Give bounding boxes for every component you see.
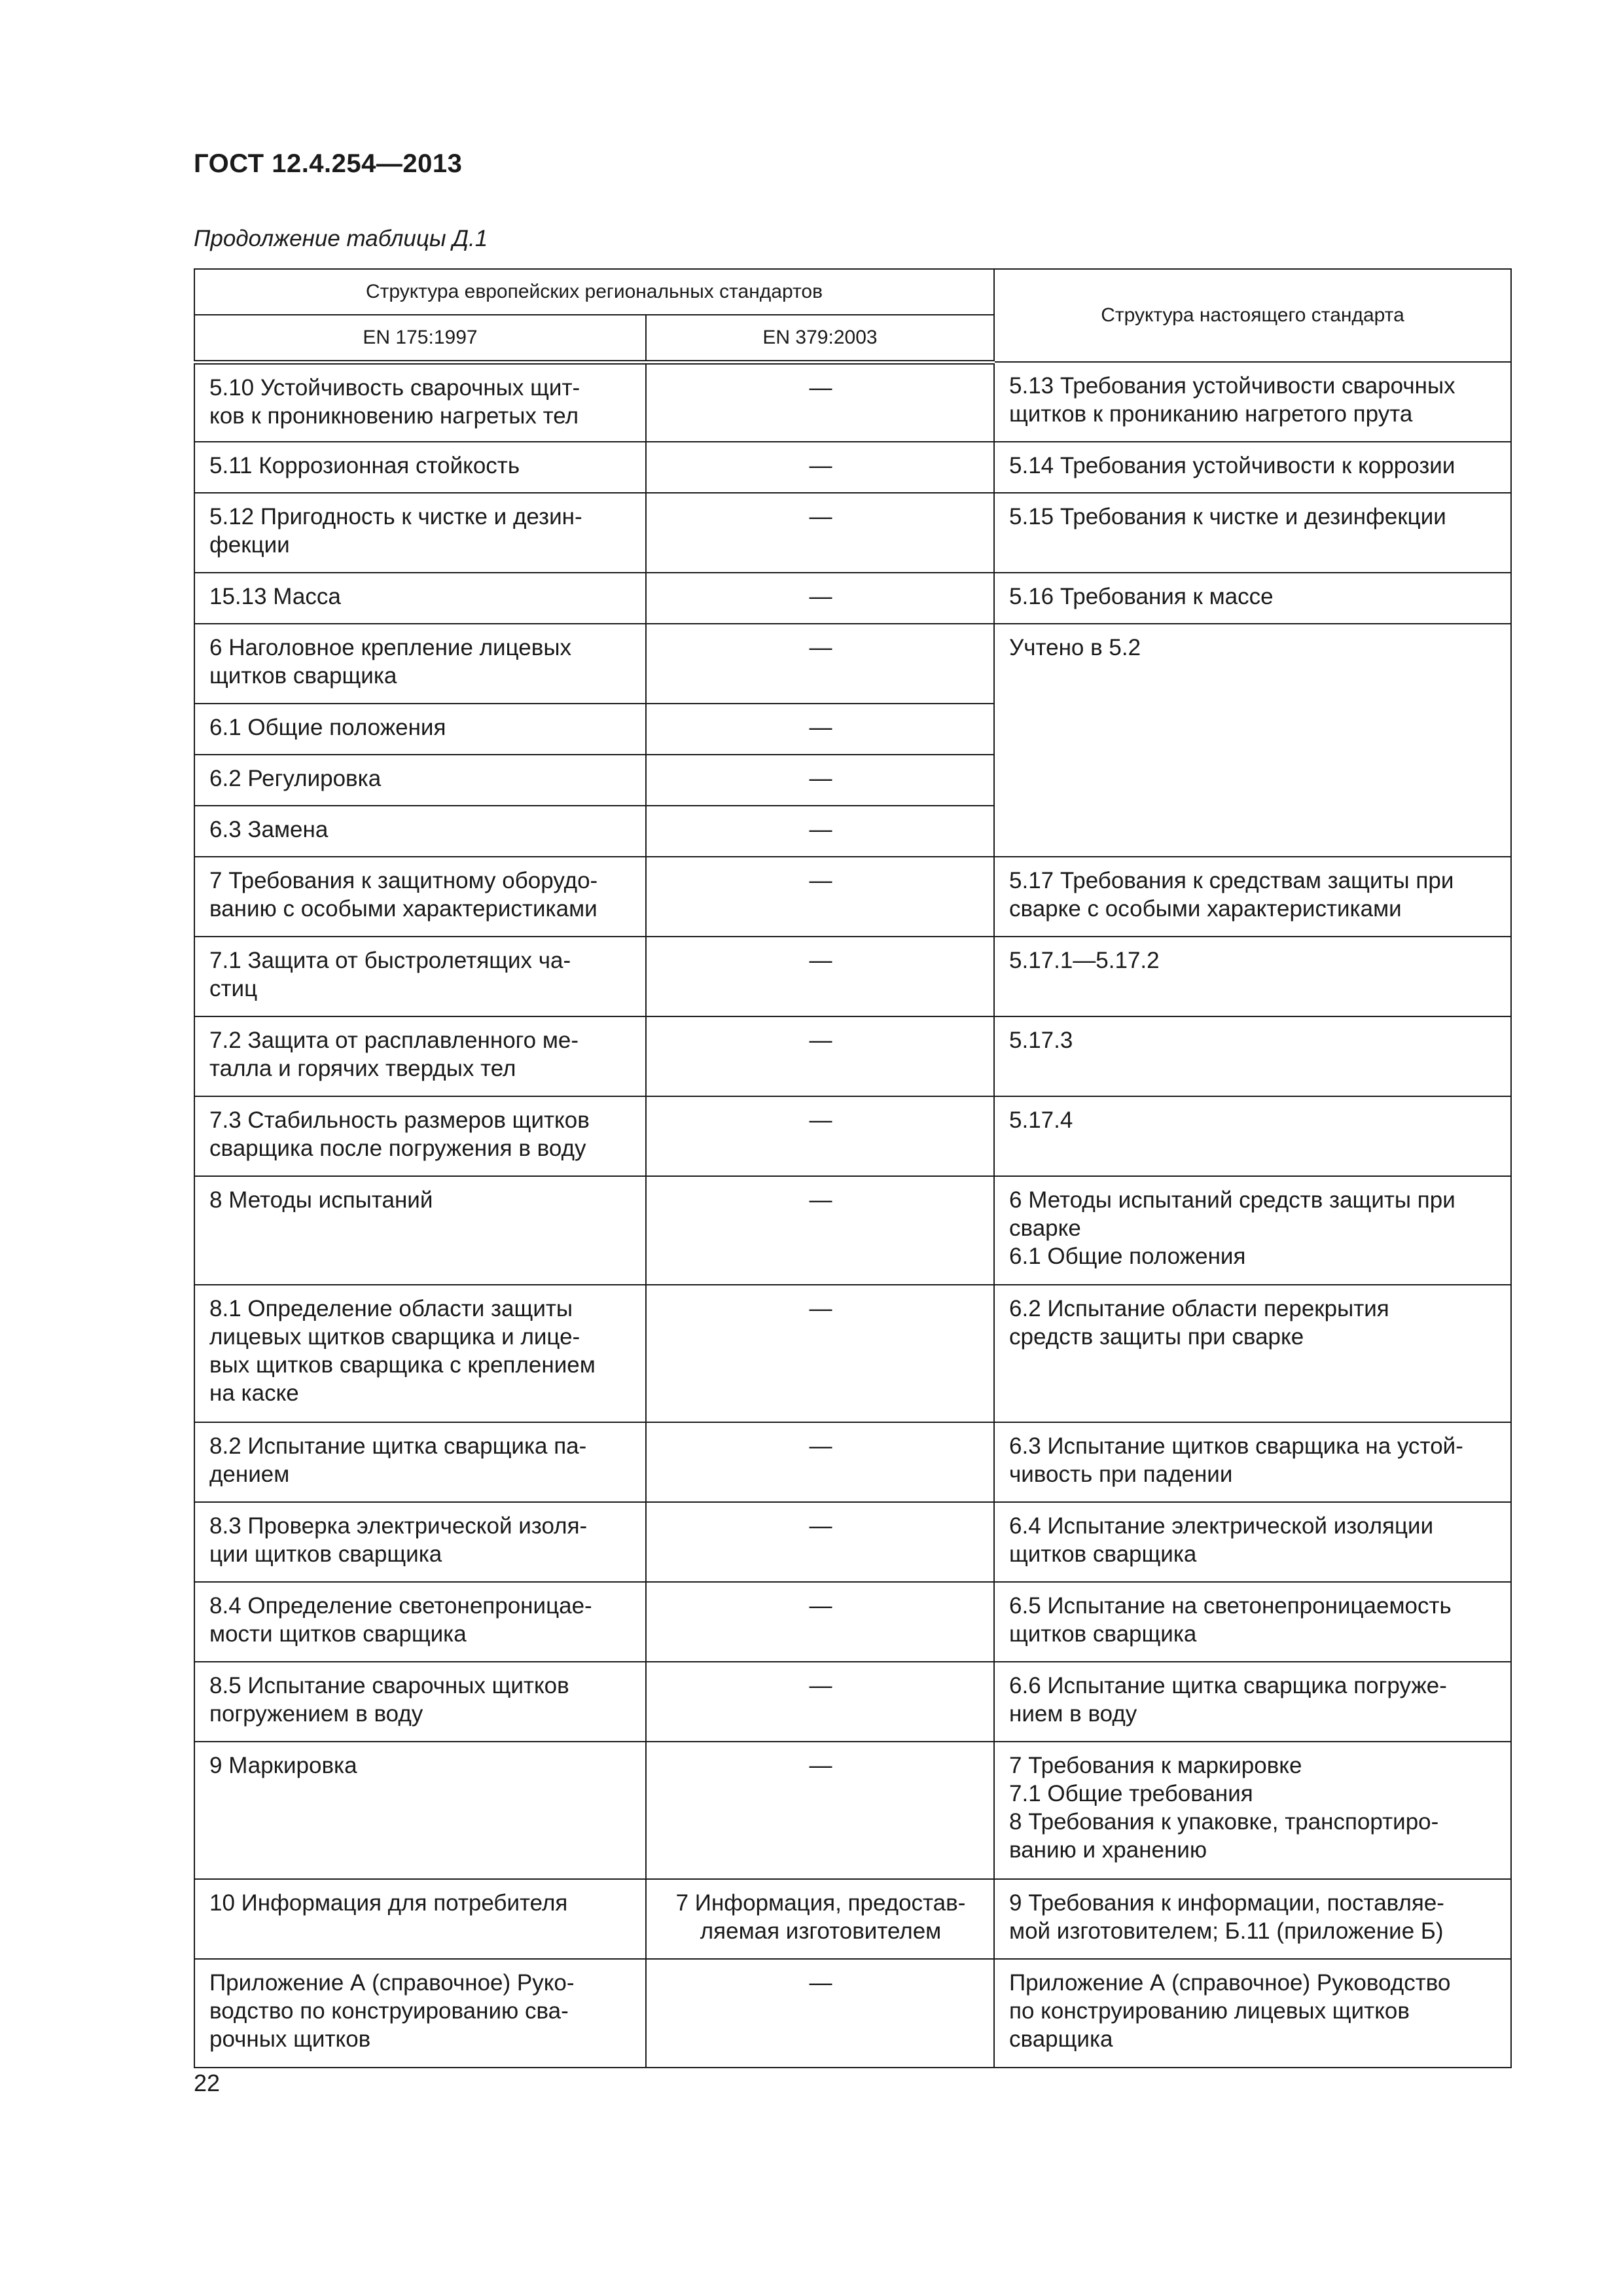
cell-line: — [809, 817, 832, 842]
cell-en379 [646, 362, 994, 442]
cell-en175 [194, 1959, 646, 2068]
cell-line: 5.14 Требования устойчивости к коррозии [1009, 453, 1455, 478]
cell-line: Приложение А (справочное) Руководство [1009, 1970, 1451, 1996]
cell-line: сварщика после погружения в воду [209, 1136, 586, 1161]
cell-line: мой изготовителем; Б.11 (приложение Б) [1009, 1918, 1444, 1944]
correspondence-table [194, 268, 1512, 2068]
cell-en379 [646, 755, 994, 806]
cell-line: Приложение А (справочное) Руко- [209, 1970, 575, 1996]
cell-line: вых щитков сварщика с креплением [209, 1352, 596, 1378]
cell-en175 [194, 937, 646, 1016]
cell-line: мости щитков сварщика [209, 1621, 467, 1647]
cell-line: 6.5 Испытание на светонепроницаемость [1009, 1593, 1452, 1619]
cell-en379 [646, 1662, 994, 1742]
cell-line: — [809, 1673, 832, 1698]
cell-en379 [646, 857, 994, 937]
cell-line: 6.2 Регулировка [209, 766, 382, 791]
cell-en379 [646, 1879, 994, 1959]
cell-en175 [194, 1582, 646, 1662]
cell-en175 [194, 1096, 646, 1176]
cell-this-standard [994, 857, 1511, 937]
cell-line: — [809, 374, 832, 401]
cell-line: — [809, 1028, 832, 1053]
cell-this-standard [994, 362, 1511, 442]
cell-line: 5.12 Пригодность к чистке и дезин- [209, 504, 582, 529]
cell-en379 [646, 1096, 994, 1176]
cell-line: щитков сварщика [1009, 1541, 1197, 1567]
cell-this-standard [994, 1742, 1511, 1879]
cell-en175 [194, 1742, 646, 1879]
table-row [194, 1662, 1511, 1742]
cell-en379 [646, 1176, 994, 1285]
cell-line: — [809, 1593, 832, 1619]
cell-line: — [809, 635, 832, 660]
cell-en175 [194, 493, 646, 573]
cell-this-standard [994, 624, 1511, 857]
cell-en175 [194, 1662, 646, 1742]
cell-this-standard [994, 1096, 1511, 1176]
cell-line: 5.11 Коррозионная стойкость [209, 453, 520, 478]
cell-line: водство по конструированию сва- [209, 1998, 569, 2024]
cell-line: стиц [209, 976, 258, 1001]
table-row [194, 493, 1511, 573]
cell-en175 [194, 806, 646, 857]
cell-this-standard [994, 1285, 1511, 1422]
cell-line: 7 Требования к защитному оборудо- [209, 868, 598, 893]
table-row [194, 1422, 1511, 1502]
cell-line: — [809, 1296, 832, 1321]
cell-en175 [194, 755, 646, 806]
cell-line: — [809, 584, 832, 609]
cell-en379 [646, 1959, 994, 2068]
cell-en379 [646, 573, 994, 624]
cell-line: 6.4 Испытание электрической изоляции [1009, 1513, 1434, 1539]
cell-line: 8 Методы испытаний [209, 1187, 433, 1213]
table-body [194, 362, 1511, 2068]
cell-this-standard [994, 1422, 1511, 1502]
cell-line: талла и горячих твердых тел [209, 1056, 516, 1081]
cell-line: 6.1 Общие положения [209, 715, 446, 740]
cell-en175 [194, 442, 646, 493]
cell-line: ванию и хранению [1009, 1837, 1207, 1863]
cell-en175 [194, 1016, 646, 1096]
page-number: 22 [194, 2070, 221, 2096]
cell-line: — [809, 715, 832, 740]
cell-this-standard [994, 573, 1511, 624]
table-row [194, 1582, 1511, 1662]
cell-line: ции щитков сварщика [209, 1541, 442, 1567]
table-row [194, 1502, 1511, 1582]
cell-this-standard [994, 1176, 1511, 1285]
cell-this-standard [994, 1502, 1511, 1582]
cell-en175 [194, 1879, 646, 1959]
cell-line: — [809, 1187, 832, 1213]
cell-en379 [646, 624, 994, 704]
cell-line: — [809, 1433, 832, 1459]
cell-line: 5.17.1—5.17.2 [1009, 948, 1160, 973]
cell-line: сварщика [1009, 2026, 1113, 2052]
cell-line: 5.17.3 [1009, 1028, 1073, 1053]
cell-line: 7.3 Стабильность размеров щитков [209, 1107, 590, 1133]
cell-en175 [194, 1422, 646, 1502]
cell-line: — [809, 1753, 832, 1778]
cell-line: щитков к прониканию нагретого прута [1009, 401, 1413, 427]
cell-en379 [646, 1742, 994, 1879]
cell-line: Учтено в 5.2 [1009, 635, 1141, 660]
table-row [194, 1959, 1511, 2068]
cell-en379 [646, 442, 994, 493]
cell-line: ков к проникновению нагретых тел [209, 403, 579, 429]
table-row [194, 362, 1511, 442]
cell-en175 [194, 624, 646, 704]
cell-line: ванию с особыми характеристиками [209, 896, 597, 922]
cell-en175 [194, 1502, 646, 1582]
table-row [194, 573, 1511, 624]
cell-line: 9 Требования к информации, поставляе- [1009, 1890, 1444, 1916]
cell-line: — [809, 453, 832, 478]
cell-line: 7.1 Общие требования [1009, 1781, 1253, 1806]
cell-line: погружением в воду [209, 1701, 423, 1727]
document-title: ГОСТ 12.4.254—2013 [194, 149, 463, 178]
cell-line: 6.2 Испытание области перекрытия [1009, 1296, 1389, 1321]
cell-en379 [646, 1016, 994, 1096]
header-en379: EN 379:2003 [646, 315, 994, 362]
cell-line: 5.15 Требования к чистке и дезинфекции [1009, 504, 1446, 529]
cell-line: 8.4 Определение светонепроницае- [209, 1593, 592, 1619]
cell-line: сварке с особыми характеристиками [1009, 896, 1402, 922]
cell-line: 6.1 Общие положения [1009, 1244, 1246, 1269]
cell-en379 [646, 1502, 994, 1582]
cell-this-standard [994, 1582, 1511, 1662]
table-row [194, 1176, 1511, 1285]
cell-en175 [194, 857, 646, 937]
table-row [194, 857, 1511, 937]
cell-line: 6.3 Испытание щитков сварщика на устой- [1009, 1433, 1463, 1459]
table-row [194, 1879, 1511, 1959]
cell-en175 [194, 1176, 646, 1285]
cell-line: 8.1 Определение области защиты [209, 1296, 573, 1321]
cell-en379 [646, 704, 994, 755]
cell-line: 9 Маркировка [209, 1753, 357, 1778]
cell-line: 15.13 Масса [209, 584, 341, 609]
cell-line: 10 Информация для потребителя [209, 1890, 568, 1916]
cell-this-standard [994, 1662, 1511, 1742]
header-this-standard: Структура настоящего стандарта [994, 269, 1511, 362]
header-european-standards: Структура европейских региональных стандартов [194, 269, 994, 315]
cell-line: 5.13 Требования устойчивости сварочных [1009, 373, 1455, 399]
cell-en379 [646, 1422, 994, 1502]
header-en175: EN 175:1997 [194, 315, 646, 362]
cell-line: по конструированию лицевых щитков [1009, 1998, 1410, 2024]
cell-line: нием в воду [1009, 1701, 1137, 1727]
cell-line: рочных щитков [209, 2026, 371, 2052]
table-row [194, 1285, 1511, 1422]
cell-line: — [809, 766, 832, 791]
cell-line: щитков сварщика [209, 663, 397, 689]
cell-line: 7.1 Защита от быстролетящих ча- [209, 948, 571, 973]
cell-this-standard [994, 442, 1511, 493]
cell-line: 5.16 Требования к массе [1009, 584, 1274, 609]
cell-en175 [194, 704, 646, 755]
table-row [194, 1096, 1511, 1176]
table-row [194, 937, 1511, 1016]
cell-line: 5.17.4 [1009, 1107, 1073, 1133]
cell-line: 7 Требования к маркировке [1009, 1753, 1302, 1778]
table-row [194, 1016, 1511, 1096]
cell-this-standard [994, 493, 1511, 573]
cell-line: 6.6 Испытание щитка сварщика погруже- [1009, 1673, 1447, 1698]
cell-en379 [646, 1582, 994, 1662]
cell-line: дением [209, 1462, 290, 1487]
cell-line: на каске [209, 1380, 299, 1406]
cell-line: 6.3 Замена [209, 817, 329, 842]
cell-en175 [194, 573, 646, 624]
cell-line: — [809, 1970, 832, 1996]
cell-line: чивость при падении [1009, 1462, 1233, 1487]
cell-en379 [646, 937, 994, 1016]
table-row [194, 1742, 1511, 1879]
cell-this-standard [994, 937, 1511, 1016]
cell-line: 8 Требования к упаковке, транспортиро- [1009, 1809, 1439, 1835]
cell-line: 5.10 Устойчивость сварочных щит- [209, 374, 580, 401]
cell-line: щитков сварщика [1009, 1621, 1197, 1647]
table-row [194, 442, 1511, 493]
cell-line: 5.17 Требования к средствам защиты при [1009, 868, 1454, 893]
cell-line: 8.2 Испытание щитка сварщика па- [209, 1433, 587, 1459]
cell-line: ляемая изготовителем [700, 1918, 942, 1944]
cell-this-standard [994, 1959, 1511, 2068]
cell-line: 7.2 Защита от расплавленного ме- [209, 1028, 579, 1053]
cell-line: — [809, 1513, 832, 1539]
cell-line: сварке [1009, 1215, 1081, 1241]
table-row [194, 624, 1511, 704]
cell-this-standard [994, 1016, 1511, 1096]
cell-line: 7 Информация, предостав- [675, 1890, 966, 1916]
cell-en379 [646, 806, 994, 857]
cell-line: — [809, 948, 832, 973]
cell-en379 [646, 1285, 994, 1422]
cell-line: — [809, 868, 832, 893]
cell-line: — [809, 504, 832, 529]
cell-line: фекции [209, 532, 290, 558]
cell-line: 8.3 Проверка электрической изоля- [209, 1513, 588, 1539]
cell-this-standard [994, 1879, 1511, 1959]
table-caption: Продолжение таблицы Д.1 [194, 226, 488, 251]
cell-en175 [194, 1285, 646, 1422]
cell-line: средств защиты при сварке [1009, 1324, 1304, 1350]
cell-line: лицевых щитков сварщика и лице- [209, 1324, 580, 1350]
cell-line: — [809, 1107, 832, 1133]
cell-en379 [646, 493, 994, 573]
cell-line: 6 Наголовное крепление лицевых [209, 635, 571, 660]
cell-en175 [194, 362, 646, 442]
cell-line: 8.5 Испытание сварочных щитков [209, 1673, 569, 1698]
cell-line: 6 Методы испытаний средств защиты при [1009, 1187, 1455, 1213]
